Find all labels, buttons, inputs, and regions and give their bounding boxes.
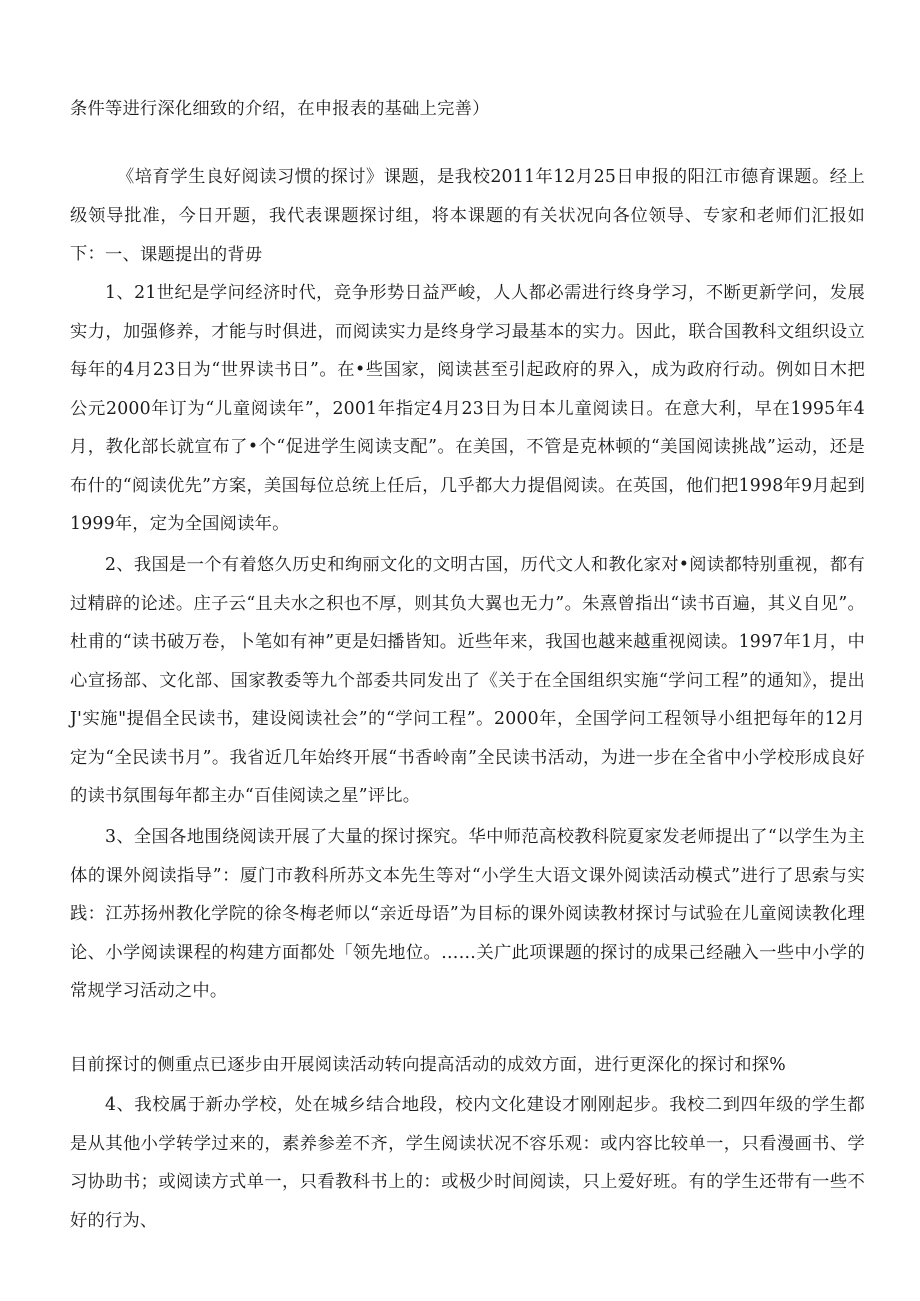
paragraph-intro-fragment: 条件等进行深化细致的介绍，在申报表的基础上完善） — [70, 99, 490, 119]
paragraph-point-2: 2、我国是一个有着悠久历史和绚丽文化的文明古国，历代文人和教化家对•阅读都特别重视，都有过精辟的论述。庄子云“且夫水之积也不厚，则其负大翼也无力”。朱熹曾指出“读书百遍，其义自见”。杜甫的“读书破万卷，卜笔如有神”更是妇播皆知。近些年来，我国也越来越重视阅读。1997年1月，中心宣扬部、文化部、国家教委等九个部委共同发出了《关于在全国组织实施“学问工程”的通知》，提出J'实施"提倡全民读书，建设阅读社会”的“学问工程”。2000年，全国学问工程领导小组把每年的12月定为“全民读书月”。我省近几年始终开展“书香岭南”全民读书活动，为进一步在全省中小学校形成良好的读书氛围每年都主办“百佳阅读之星”评比。 — [70, 555, 865, 806]
paragraph-point-1: 1、21世纪是学问经济时代，竞争形势日益严峻，人人都必需进行终身学习，不断更新学问，发展实力，加强修养，才能与时俱进，而阅读实力是终身学习最基本的实力。因此，联合国教科文组织设立每年的4月23日为“世界读书日”。在•些国家，阅读甚至引起政府的界入，成为政府行动。例如日木把公元2000年订为“儿童阅读年”，2001年指定4月23日为日本儿童阅读日。在意大利，早在1995年4月，教化部长就宣布了•个“促进学生阅读支配”。在美国，不管是克林顿的“美国阅读挑战”运动，还是布什的“阅读优先”方案，美国每位总统上任后，几乎都大力提倡阅读。在英国，他们把1998年9月起到1999年，定为全国阅读年。 — [70, 283, 865, 534]
paragraph-research-focus: 目前探讨的侧重点已逐步由开展阅读活动转向提高活动的成效方面，进行更深化的探讨和探% — [70, 1055, 786, 1075]
section-heading-background: 一、课题提出的背毋 — [105, 245, 263, 265]
paragraph-point-4: 4、我校属于新办学校，处在城乡结合地段，校内文化建设才刚刚起步。我校二到四年级的学生都是从其他小学转学过来的，素养参差不齐，学生阅读状况不容乐观：或内容比较单一，只看漫画书、学习协助书；或阅读方式单一，只看教科书上的：或极少时间阅读，只上爱好班。有的学生还带有一些不好的行为、 — [70, 1095, 865, 1231]
paragraph-point-3: 3、全国各地围绕阅读开展了大量的探讨探究。华中师范高校教科院夏家发老师提出了“以学生为主体的课外阅读指导”：厦门市教科所苏文本先生等对“小学生大语文课外阅读活动模式”进行了思索与实践：江苏扬州教化学院的徐冬梅老师以“亲近母语”为目标的课外阅读教材探讨与试验在儿童阅读教化理论、小学阅读课程的构建方面都处「领先地位。……关广此项课题的探讨的成果己经融入一些中小学的常规学习活动之中。 — [70, 827, 865, 1001]
paragraph-project-overview: 《培育学生良好阅读习惯的探讨》课题，是我校2011年12月25日申报的阳江市德育课题。经上级领导批准，今日开题，我代表课题探讨组，将本课题的有关状况向各位领导、专家和老师们汇报如下： — [70, 167, 865, 264]
